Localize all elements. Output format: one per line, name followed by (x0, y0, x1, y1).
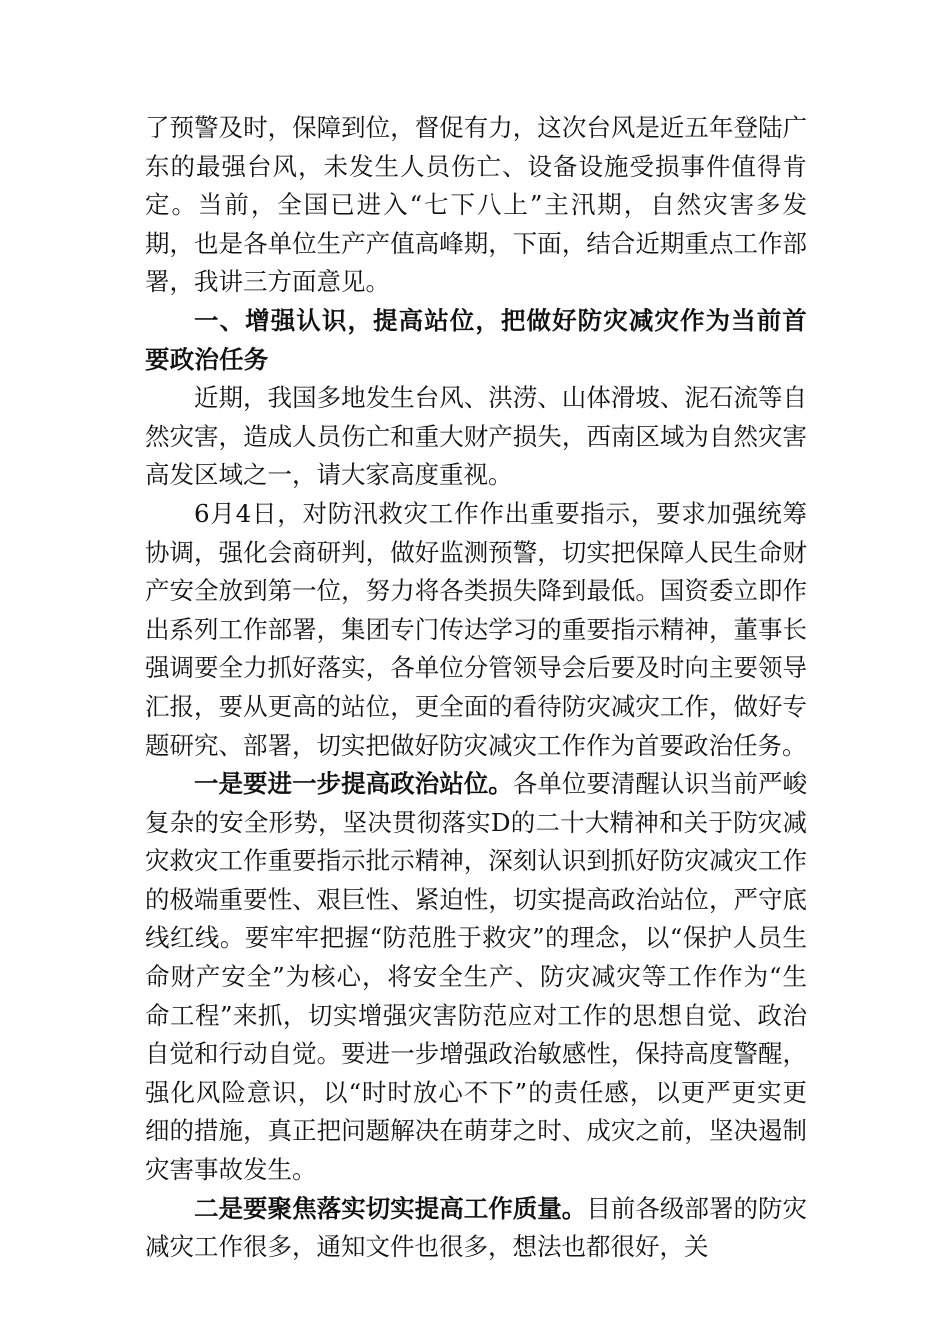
paragraph-text: 6月4日，对防汛救灾工作作出重要指示，要求加强统筹协调，强化会商研判，做好监测预警，切实把保障人民生命财产安全放到第一位，努力将各类损失降到最低。国资委立即作出系列工作部署，集团专门传达学习的重要指示精神，董事长强调要全力抓好落实，各单位分管领导会后要及时向主要领导汇报，要从更高的站位，更全面的看待防灾减灾工作，做好专题研究、部署，切实把做好防灾减灾工作作为首要政治任务。 (145, 498, 807, 760)
document-page (145, 109, 807, 1267)
section-heading-1: 一、增强认识，提高站位，把做好防灾减灾作为当前首要政治任务 (145, 305, 807, 374)
paragraph-point-two (145, 1190, 807, 1267)
paragraph-instructions (145, 495, 807, 765)
paragraph-lead: 二是要聚焦落实切实提高工作质量。 (194, 1193, 587, 1223)
paragraph-text: 目前各级部署的防灾减灾工作很多，通知文件也很多，想法也都很好，关 (145, 1193, 808, 1262)
paragraph-lead: 一是要进一步提高政治站位。 (194, 769, 513, 799)
paragraph-disasters (145, 379, 807, 495)
paragraph-text: 了预警及时，保障到位，督促有力，这次台风是近五年登陆广东的最强台风，未发生人员伤亡、设备设施受损事件值得肯定。当前，全国已进入“七下八上”主汛期，自然灾害多发期，也是各单位生产产值高峰期，下面，结合近期重点工作部署，我讲三方面意见。 (145, 113, 807, 297)
paragraph-text: 各单位要清醒认识当前严峻复杂的安全形势，坚决贯彻落实D的二十大精神和关于防灾减灾救灾工作重要指示批示精神，深刻认识到抓好防灾减灾工作的极端重要性、艰巨性、紧迫性，切实提高政治站位，严守底线红线。要牢牢把握“防范胜于救灾”的理念，以“保护人员生命财产安全”为核心，将安全生产、防灾减灾等工作作为“生命工程”来抓，切实增强灾害防范应对工作的思想自觉、政治自觉和行动自觉。要进一步增强政治敏感性，保持高度警醒，强化风险意识，以“时时放心不下”的责任感，以更严更实更细的措施，真正把问题解决在萌芽之时、成灾之前，坚决遏制灾害事故发生。 (145, 769, 808, 1185)
paragraph-point-one (145, 765, 807, 1190)
paragraph-text: 近期，我国多地发生台风、洪涝、山体滑坡、泥石流等自然灾害，造成人员伤亡和重大财产损失，西南区域为自然灾害高发区域之一，请大家高度重视。 (145, 383, 807, 490)
paragraph-intro-continuation (145, 109, 807, 302)
